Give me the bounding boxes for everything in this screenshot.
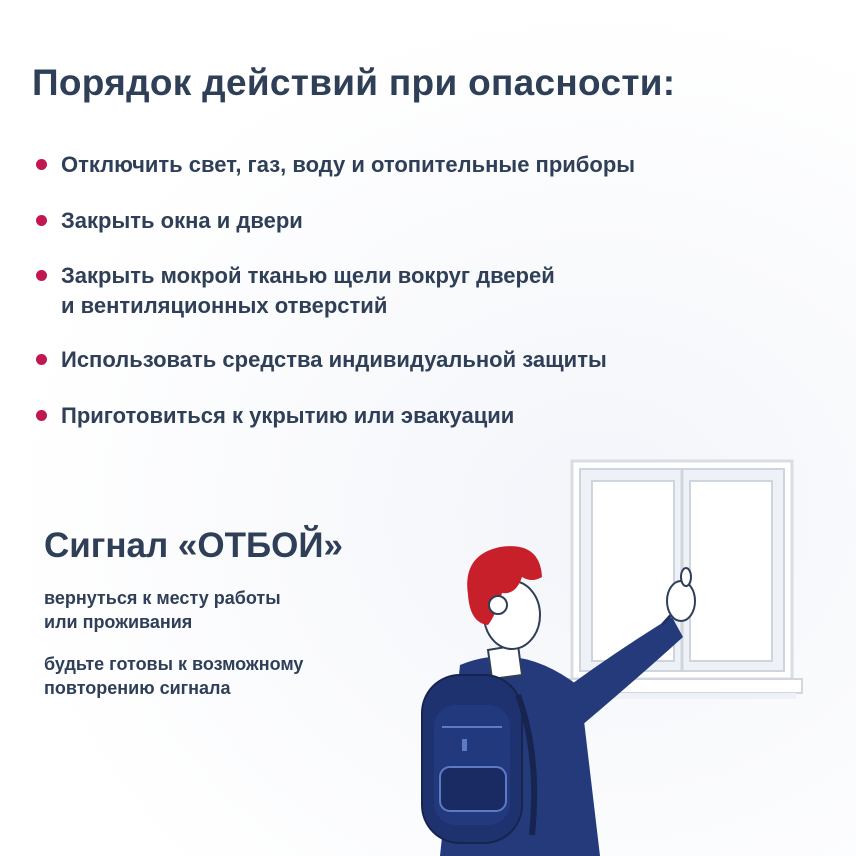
list-item xyxy=(36,261,555,321)
list-item xyxy=(36,150,635,180)
backpack-icon xyxy=(422,675,534,843)
list-item xyxy=(36,401,514,431)
head-icon xyxy=(467,546,542,649)
list-item-text: Использовать средства индивидуальной защиты xyxy=(61,347,607,372)
bullet-icon xyxy=(36,215,47,226)
list-item-text: Отключить свет, газ, воду и отопительные приборы xyxy=(61,152,636,177)
signal-instruction: вернуться к месту работы или проживания xyxy=(44,588,281,632)
bullet-icon xyxy=(36,159,47,170)
bullet-icon xyxy=(36,270,47,281)
list-item xyxy=(36,345,607,375)
list-item-text: Приготовиться к укрытию или эвакуации xyxy=(61,403,515,428)
bullet-icon xyxy=(36,410,47,421)
list-item-text: Закрыть мокрой тканью щели вокруг дверей и вентиляционных отверстий xyxy=(61,263,555,318)
bullet-icon xyxy=(36,354,47,365)
list-item xyxy=(36,206,303,236)
list-item-text: Закрыть окна и двери xyxy=(61,208,303,233)
signal-instruction: будьте готовы к возможному повторению сигнала xyxy=(44,654,304,698)
page-title: Порядок действий при опасности: xyxy=(32,62,676,103)
person-closing-window-illustration xyxy=(400,455,820,856)
signal-title: Сигнал «ОТБОЙ» xyxy=(44,526,344,565)
